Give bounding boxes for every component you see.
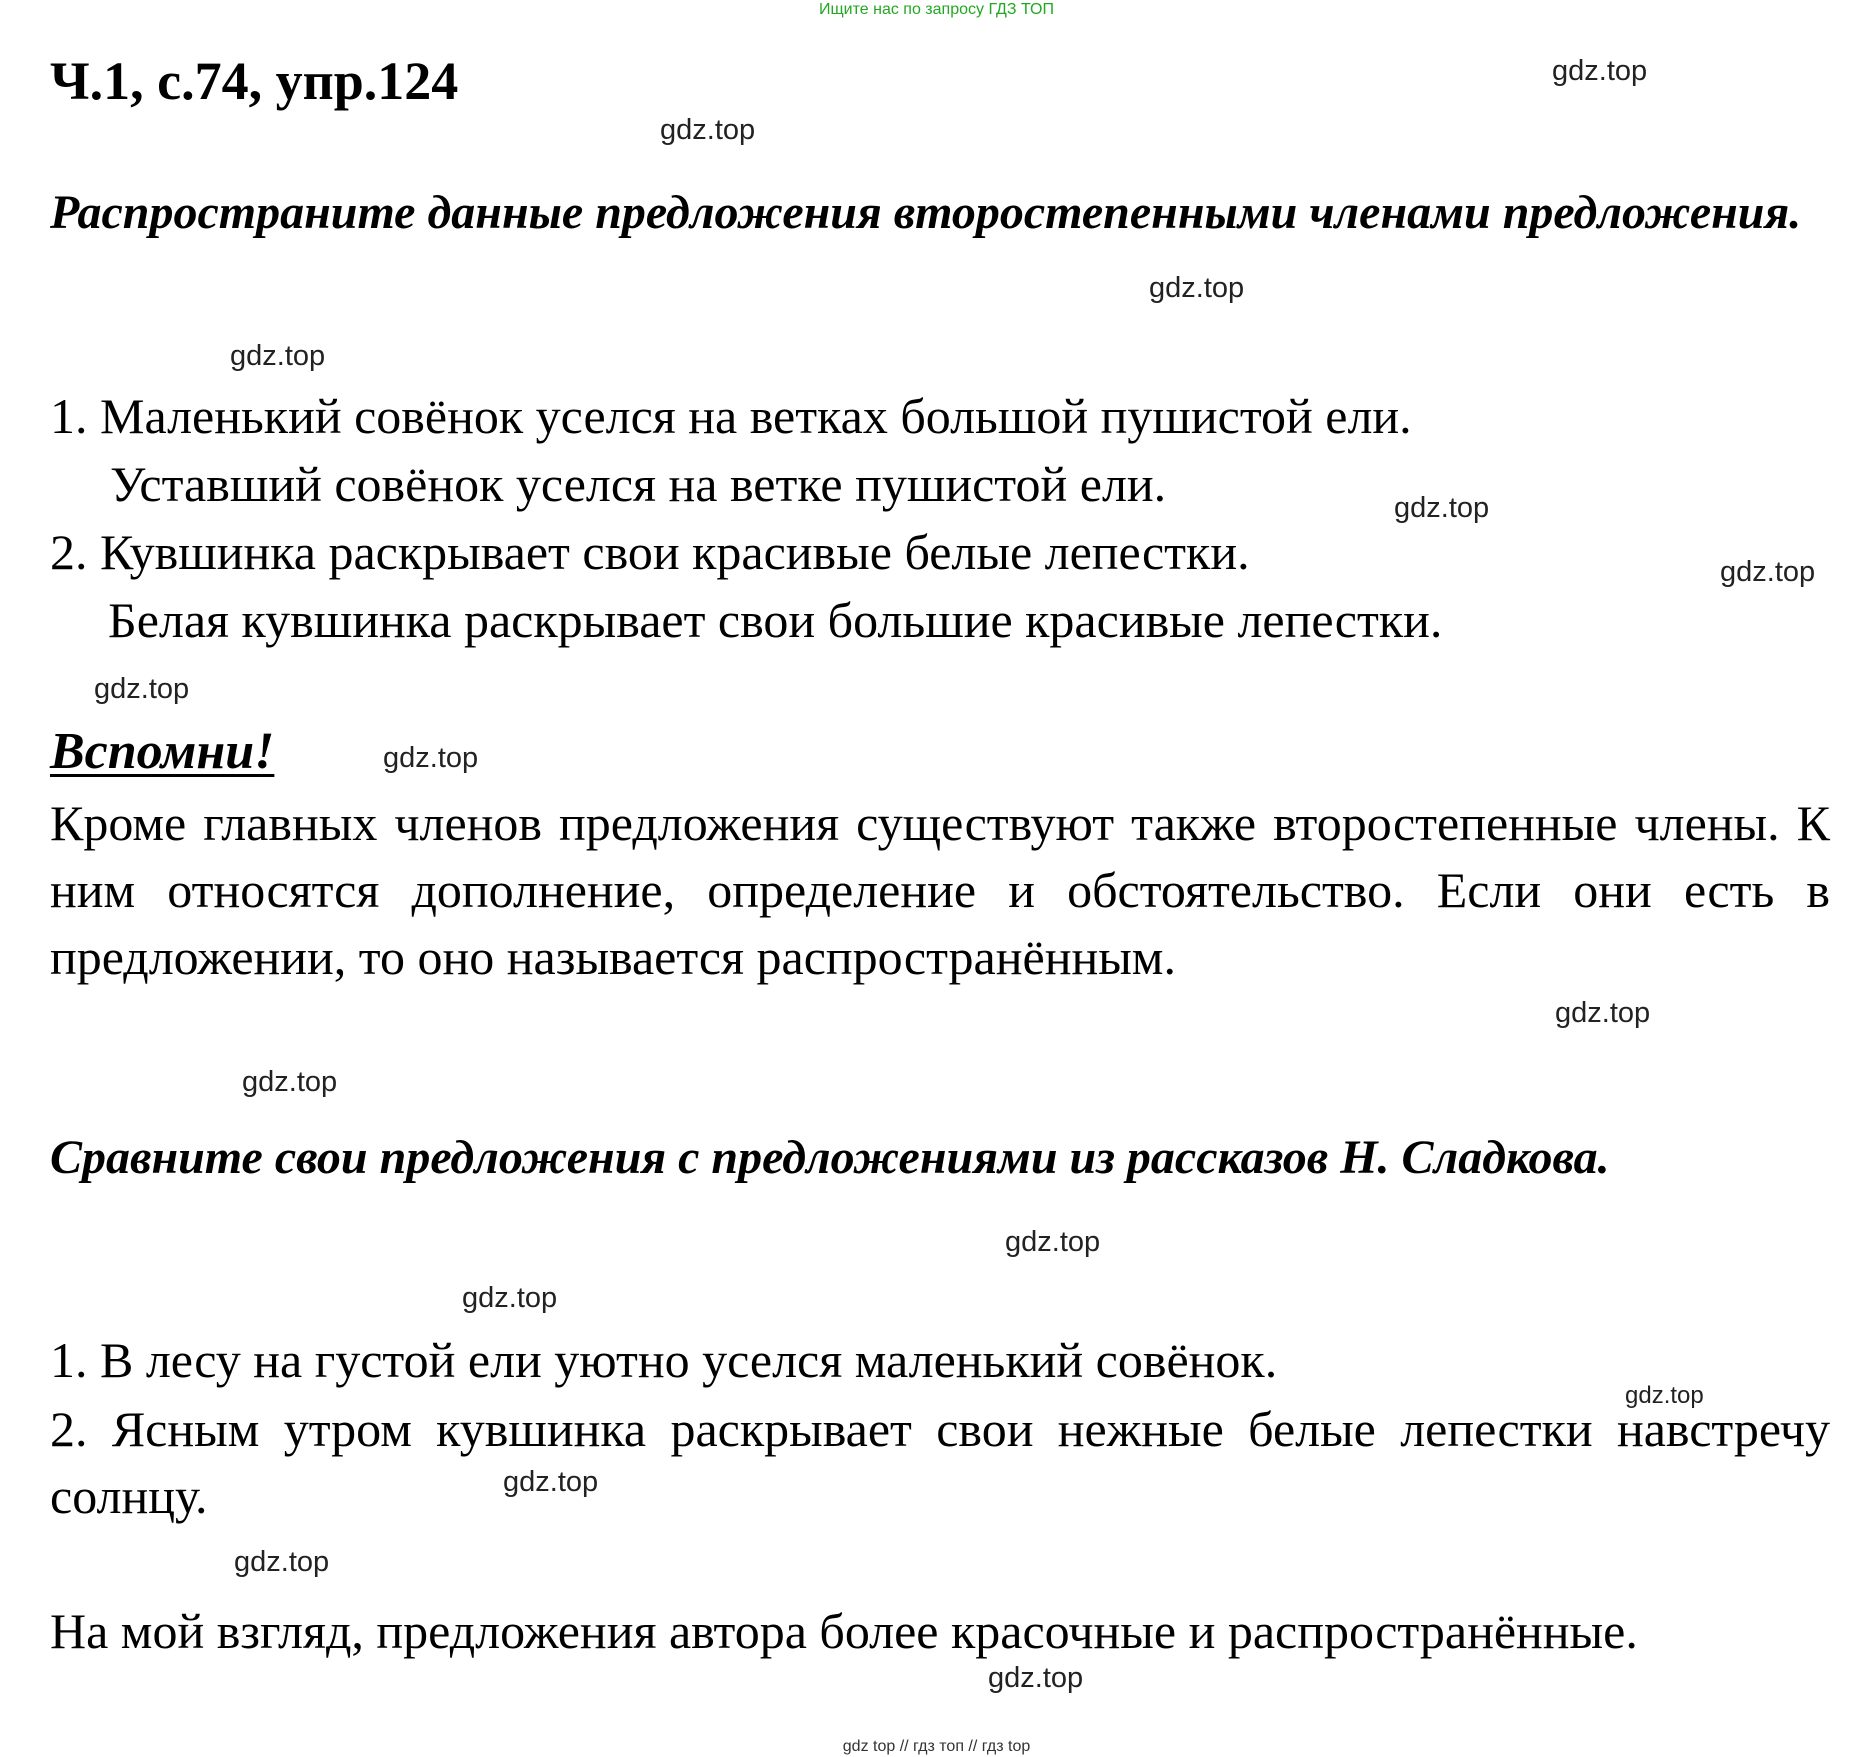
watermark: gdz.top (503, 1466, 599, 1498)
answer-line-2: Уставший совёнок уселся на ветке пушистой ели. (110, 456, 1167, 512)
watermark: gdz.top (1394, 492, 1490, 524)
answer2-line-2: 2. Ясным утром кувшинка раскрывает свои нежные белые лепестки навстречу солнцу. (50, 1401, 1830, 1524)
watermark: gdz.top (230, 340, 326, 372)
watermark: gdz.top (462, 1282, 558, 1314)
page-title: Ч.1, с.74, упр.124 (50, 51, 459, 111)
watermark: gdz.top (1552, 55, 1648, 87)
watermark: gdz.top (660, 114, 756, 146)
watermark: gdz.top (1149, 272, 1245, 304)
watermark: gdz.top (234, 1546, 330, 1578)
answer-line-3: 2. Кувшинка раскрывает свои красивые белые лепестки. (50, 524, 1250, 580)
watermark: gdz.top (383, 742, 479, 774)
task-instruction-2: Сравните свои предложения с предложениями из рассказов Н. Сладкова. (50, 1131, 1610, 1184)
answer-line-1: 1. Маленький совёнок уселся на ветках большой пушистой ели. (50, 388, 1412, 444)
remember-text: Кроме главных членов предложения существуют также второстепенные члены. К ним относятся дополнение, определение и обстоятельство. Если они есть в предложении, то оно называется распространённым. (50, 795, 1830, 985)
answer-line-4: Белая кувшинка раскрывает свои большие красивые лепестки. (108, 592, 1443, 648)
watermark: gdz.top (1555, 997, 1651, 1029)
task-instruction-1: Распространите данные предложения второстепенными членами предложения. (50, 186, 1802, 239)
bottom-banner: gdz top // гдз топ // гдз top (842, 1738, 1031, 1755)
answer2-line-1: 1. В лесу на густой ели уютно уселся маленький совёнок. (50, 1332, 1278, 1388)
top-banner: Ищите нас по запросу ГДЗ ТОП (819, 1, 1054, 18)
watermark: gdz.top (1625, 1382, 1704, 1409)
watermark: gdz.top (242, 1066, 338, 1098)
conclusion-text: На мой взгляд, предложения автора более красочные и распространённые. (50, 1603, 1638, 1659)
watermark: gdz.top (988, 1662, 1084, 1694)
watermark: gdz.top (1005, 1226, 1101, 1258)
watermark: gdz.top (1720, 556, 1816, 588)
remember-heading: Вспомни! (50, 723, 275, 780)
watermark: gdz.top (94, 673, 190, 705)
